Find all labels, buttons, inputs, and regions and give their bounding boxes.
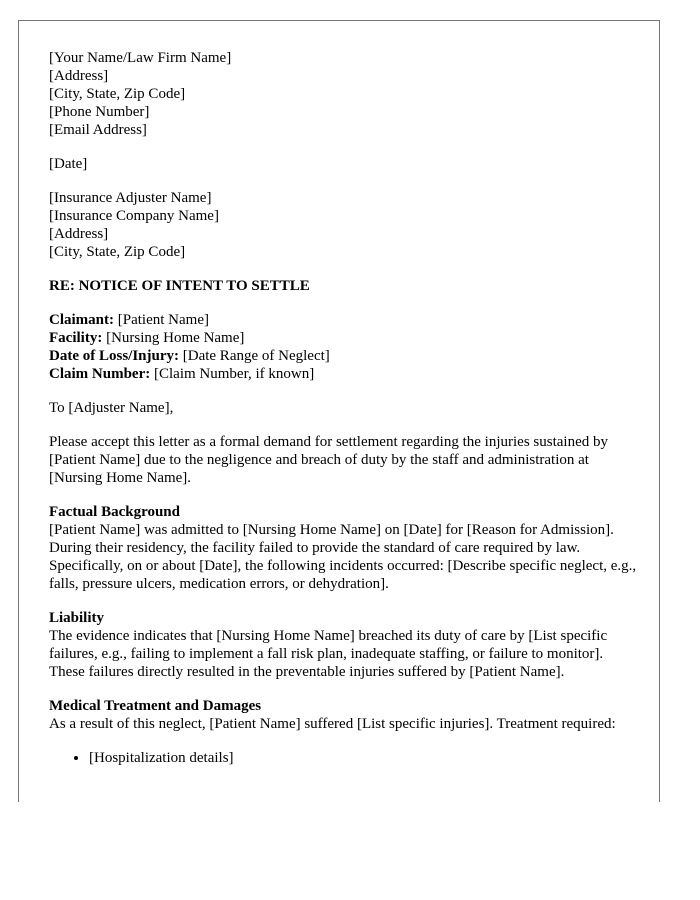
- treatment-list-item: • [Hospitalization details]: [89, 749, 639, 767]
- claimant-line: [49, 311, 639, 329]
- claim-number-value: [Claim Number, if known]: [150, 366, 315, 382]
- claim-number-label: Claim Number:: [49, 366, 151, 382]
- letter-page: [18, 20, 660, 802]
- recipient-block: [49, 189, 639, 261]
- medical-treatment-section: [49, 697, 639, 733]
- facility-line: [49, 329, 639, 347]
- factual-background-body: [Patient Name] was admitted to [Nursing Home Name] on [Date] for [Reason for Admission]. During their residency, the facility failed to provide the standard of care required by law. Specifically, on or about [Date], the following incidents occurred: [Describe specific neglect, e.g., falls, pressure ulcers, medication errors, or dehydration].: [49, 522, 637, 592]
- recipient-city-state-zip: [City, State, Zip Code]: [49, 244, 186, 260]
- sender-name: [Your Name/Law Firm Name]: [49, 50, 232, 66]
- subject-line: RE: NOTICE OF INTENT TO SETTLE: [49, 278, 310, 294]
- facility-label: Facility:: [49, 330, 103, 346]
- sender-city-state-zip: [City, State, Zip Code]: [49, 86, 186, 102]
- sender-block: [49, 49, 639, 139]
- facility-value: [Nursing Home Name]: [102, 330, 245, 346]
- factual-background-title: Factual Background: [49, 504, 180, 520]
- letter-content: [49, 49, 639, 767]
- medical-treatment-title: Medical Treatment and Damages: [49, 698, 262, 714]
- date-block: [49, 155, 639, 173]
- factual-background-section: [49, 503, 639, 593]
- treatment-list: [49, 749, 639, 767]
- sender-phone: [Phone Number]: [49, 104, 150, 120]
- salutation: To [Adjuster Name],: [49, 400, 174, 416]
- liability-body: The evidence indicates that [Nursing Home Name] breached its duty of care by [List specific failures, e.g., failing to implement a fall risk plan, inadequate staffing, or failure to monitor]. These failures directly resulted in the preventable injuries suffered by [Patient Name].: [49, 628, 608, 680]
- letter-date: [Date]: [49, 156, 88, 172]
- medical-treatment-body: As a result of this neglect, [Patient Name] suffered [List specific injuries]. Treatment required:: [49, 716, 616, 732]
- sender-email: [Email Address]: [49, 122, 147, 138]
- loss-date-line: [49, 347, 639, 365]
- claim-info-block: [49, 311, 639, 383]
- loss-date-label: Date of Loss/Injury:: [49, 348, 179, 364]
- claimant-value: [Patient Name]: [114, 312, 209, 328]
- intro-paragraph: Please accept this letter as a formal demand for settlement regarding the injuries sustained by [Patient Name] due to the negligence and breach of duty by the staff and administration at [Nursing Home Name].: [49, 434, 608, 486]
- loss-date-value: [Date Range of Neglect]: [179, 348, 330, 364]
- recipient-address: [Address]: [49, 226, 109, 242]
- sender-address: [Address]: [49, 68, 109, 84]
- recipient-company: [Insurance Company Name]: [49, 208, 219, 224]
- liability-section: [49, 609, 639, 681]
- claim-number-line: [49, 365, 639, 383]
- claimant-label: Claimant:: [49, 312, 114, 328]
- recipient-adjuster: [Insurance Adjuster Name]: [49, 190, 212, 206]
- liability-title: Liability: [49, 610, 105, 626]
